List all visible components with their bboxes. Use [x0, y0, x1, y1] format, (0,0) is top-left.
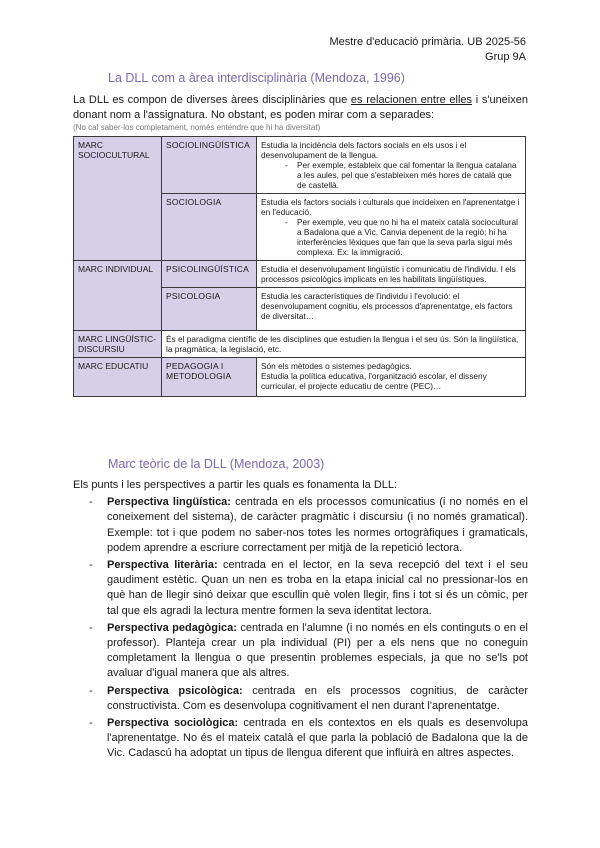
marc-label: MARC EDUCATIU	[74, 358, 162, 397]
description-cell: Estudia el desenvolupament lingüístic i comunicatiu de l'individu. I els processos psicològics implicats en les habilitats lingüístiques.	[257, 261, 526, 288]
disciplines-table	[73, 136, 526, 397]
marc-label: MARC SOCIOCULTURAL	[74, 137, 162, 261]
list-item: - Perspectiva lingüística: centrada en els processos comunicatius (i no només en el coneixement del sistema), de caràcter pragmàtic i discursiu (i no només gramatical). Exemple: tot i que podem no saber-nos totes les normes ortogràfiques i gramaticals, podem aprendre a escriure correctament per mitjà de la repetició lectora.	[89, 496, 528, 554]
description-cell: Estudia els factors socials i culturals que incideixen en l'aprenentatge i en l'educació. - Per exemple, veu que no hi ha el mateix català sociocultural a Badalona que a Vic. Canvia depenent de la regió; hi ha interferències lèxiques que fan que la seva parla sigui més complexa. Ex: la immigració.	[257, 194, 526, 261]
description-cell: És el paradigma científic de les disciplines que estudien la llengua i el seu ús. Són la lingüística, la pragmàtica, la legislació, etc.	[162, 331, 526, 358]
intro-note: (No cal saber-los completament, només entendre que hi ha diversitat)	[73, 123, 321, 132]
underlined-phrase: es relacionen entre elles	[350, 94, 473, 106]
section-title-interdisciplinary: La DLL com a àrea interdisciplinària (Mendoza, 1996)	[108, 71, 405, 85]
perspectives-section	[73, 478, 528, 764]
example-bullet: - Per exemple, estableix que cal fomentar la llengua catalana a les aules, pel que s'estableixen més hores de català que de castellà.	[261, 160, 521, 190]
discipline-label: SOCIOLINGÜÍSTICA	[162, 137, 257, 194]
perspectives-lead: Els punts i les perspectives a partir les quals es fonamenta la DLL:	[73, 479, 398, 491]
description-cell: Estudia les característiques de l'individu i l'evolució: el desenvolupament cognitiu, els processos d'aprenentatge, els factors de diversitat…	[257, 288, 526, 331]
description-cell: Són els mètodes o sistemes pedagògics. Estudia la política educativa, l'organització escolar, el disseny curricular, el projecte educatiu de centre (PEC)…	[257, 358, 526, 397]
intro-paragraph: La DLL es compon de diverses àrees disciplinàries que es relacionen entre elles i s'uneixen donant nom a l'assignatura. No obstant, es poden mirar com a separades:	[73, 94, 528, 121]
discipline-label: PSICOLINGÜÍSTICA	[162, 261, 257, 288]
marc-label: MARC LINGÜÍSTIC-DISCURSIU	[74, 331, 162, 358]
discipline-label: SOCIOLOGIA	[162, 194, 257, 261]
header-group: Grup 9A	[485, 51, 526, 63]
example-bullet: - Per exemple, veu que no hi ha el mateix català sociocultural a Badalona que a Vic. Canvia depenent de la regió; hi ha interferències lèxiques que fan que la seva parla sigui més complexa. Ex: la immigració.	[261, 217, 521, 257]
list-item: - Perspectiva pedagògica: centrada en l'alumne (i no només en els continguts o en el professor). Planteja crear un pla individual (PI) per a els nens que no coneguin completament la llengua o que presentin problemes especials, ja que no se'ls pot avaluar d'igual manera que als altres.	[89, 621, 528, 680]
discipline-label: PEDAGOGIA I METODOLOGIA	[162, 358, 257, 397]
marc-label: MARC INDIVIDUAL	[74, 261, 162, 331]
list-item: - Perspectiva sociològica: centrada en els contextos en els quals es desenvolupa l'aprenentatge. No és el mateix català el que parla la població de Badalona que la de Vic. Cadascú ha adoptat un tipus de llengua diferent que influirà en altres aspectes.	[89, 717, 528, 760]
table-row	[74, 261, 526, 288]
section-title-theoretical-framework: Marc teòric de la DLL (Mendoza, 2003)	[108, 457, 325, 471]
description-cell: Estudia la incidència dels factors socials en els usos i el desenvolupament de la llengua. - Per exemple, estableix que cal fomentar la llengua catalana a les aules, pel que s'estableixen més hores de català que de castellà.	[257, 137, 526, 194]
table-row	[74, 137, 526, 194]
header-course: Mestre d'educació primària. UB 2025-56	[329, 36, 526, 48]
discipline-label: PSICOLOGIA	[162, 288, 257, 331]
table-row	[74, 331, 526, 358]
list-item: - Perspectiva psicològica: centrada en els processos cognitius, de caràcter constructivista. Com es desenvolupa cognitivament el nen durant l'aprenentatge.	[89, 684, 529, 712]
perspectives-list	[73, 495, 528, 761]
list-item: - Perspectiva literària: centrada en el lector, en la seva recepció del text i el seu gaudiment estètic. Quan un nen es troba en la etapa inicial cal no pressionar-los en què han de llegir sinó deixar que escullin què volen llegir, fins i tot si és un còmic, per tal que els agradi la lectura mentre formen la seva identitat lectora.	[89, 559, 528, 617]
table-row	[74, 358, 526, 397]
